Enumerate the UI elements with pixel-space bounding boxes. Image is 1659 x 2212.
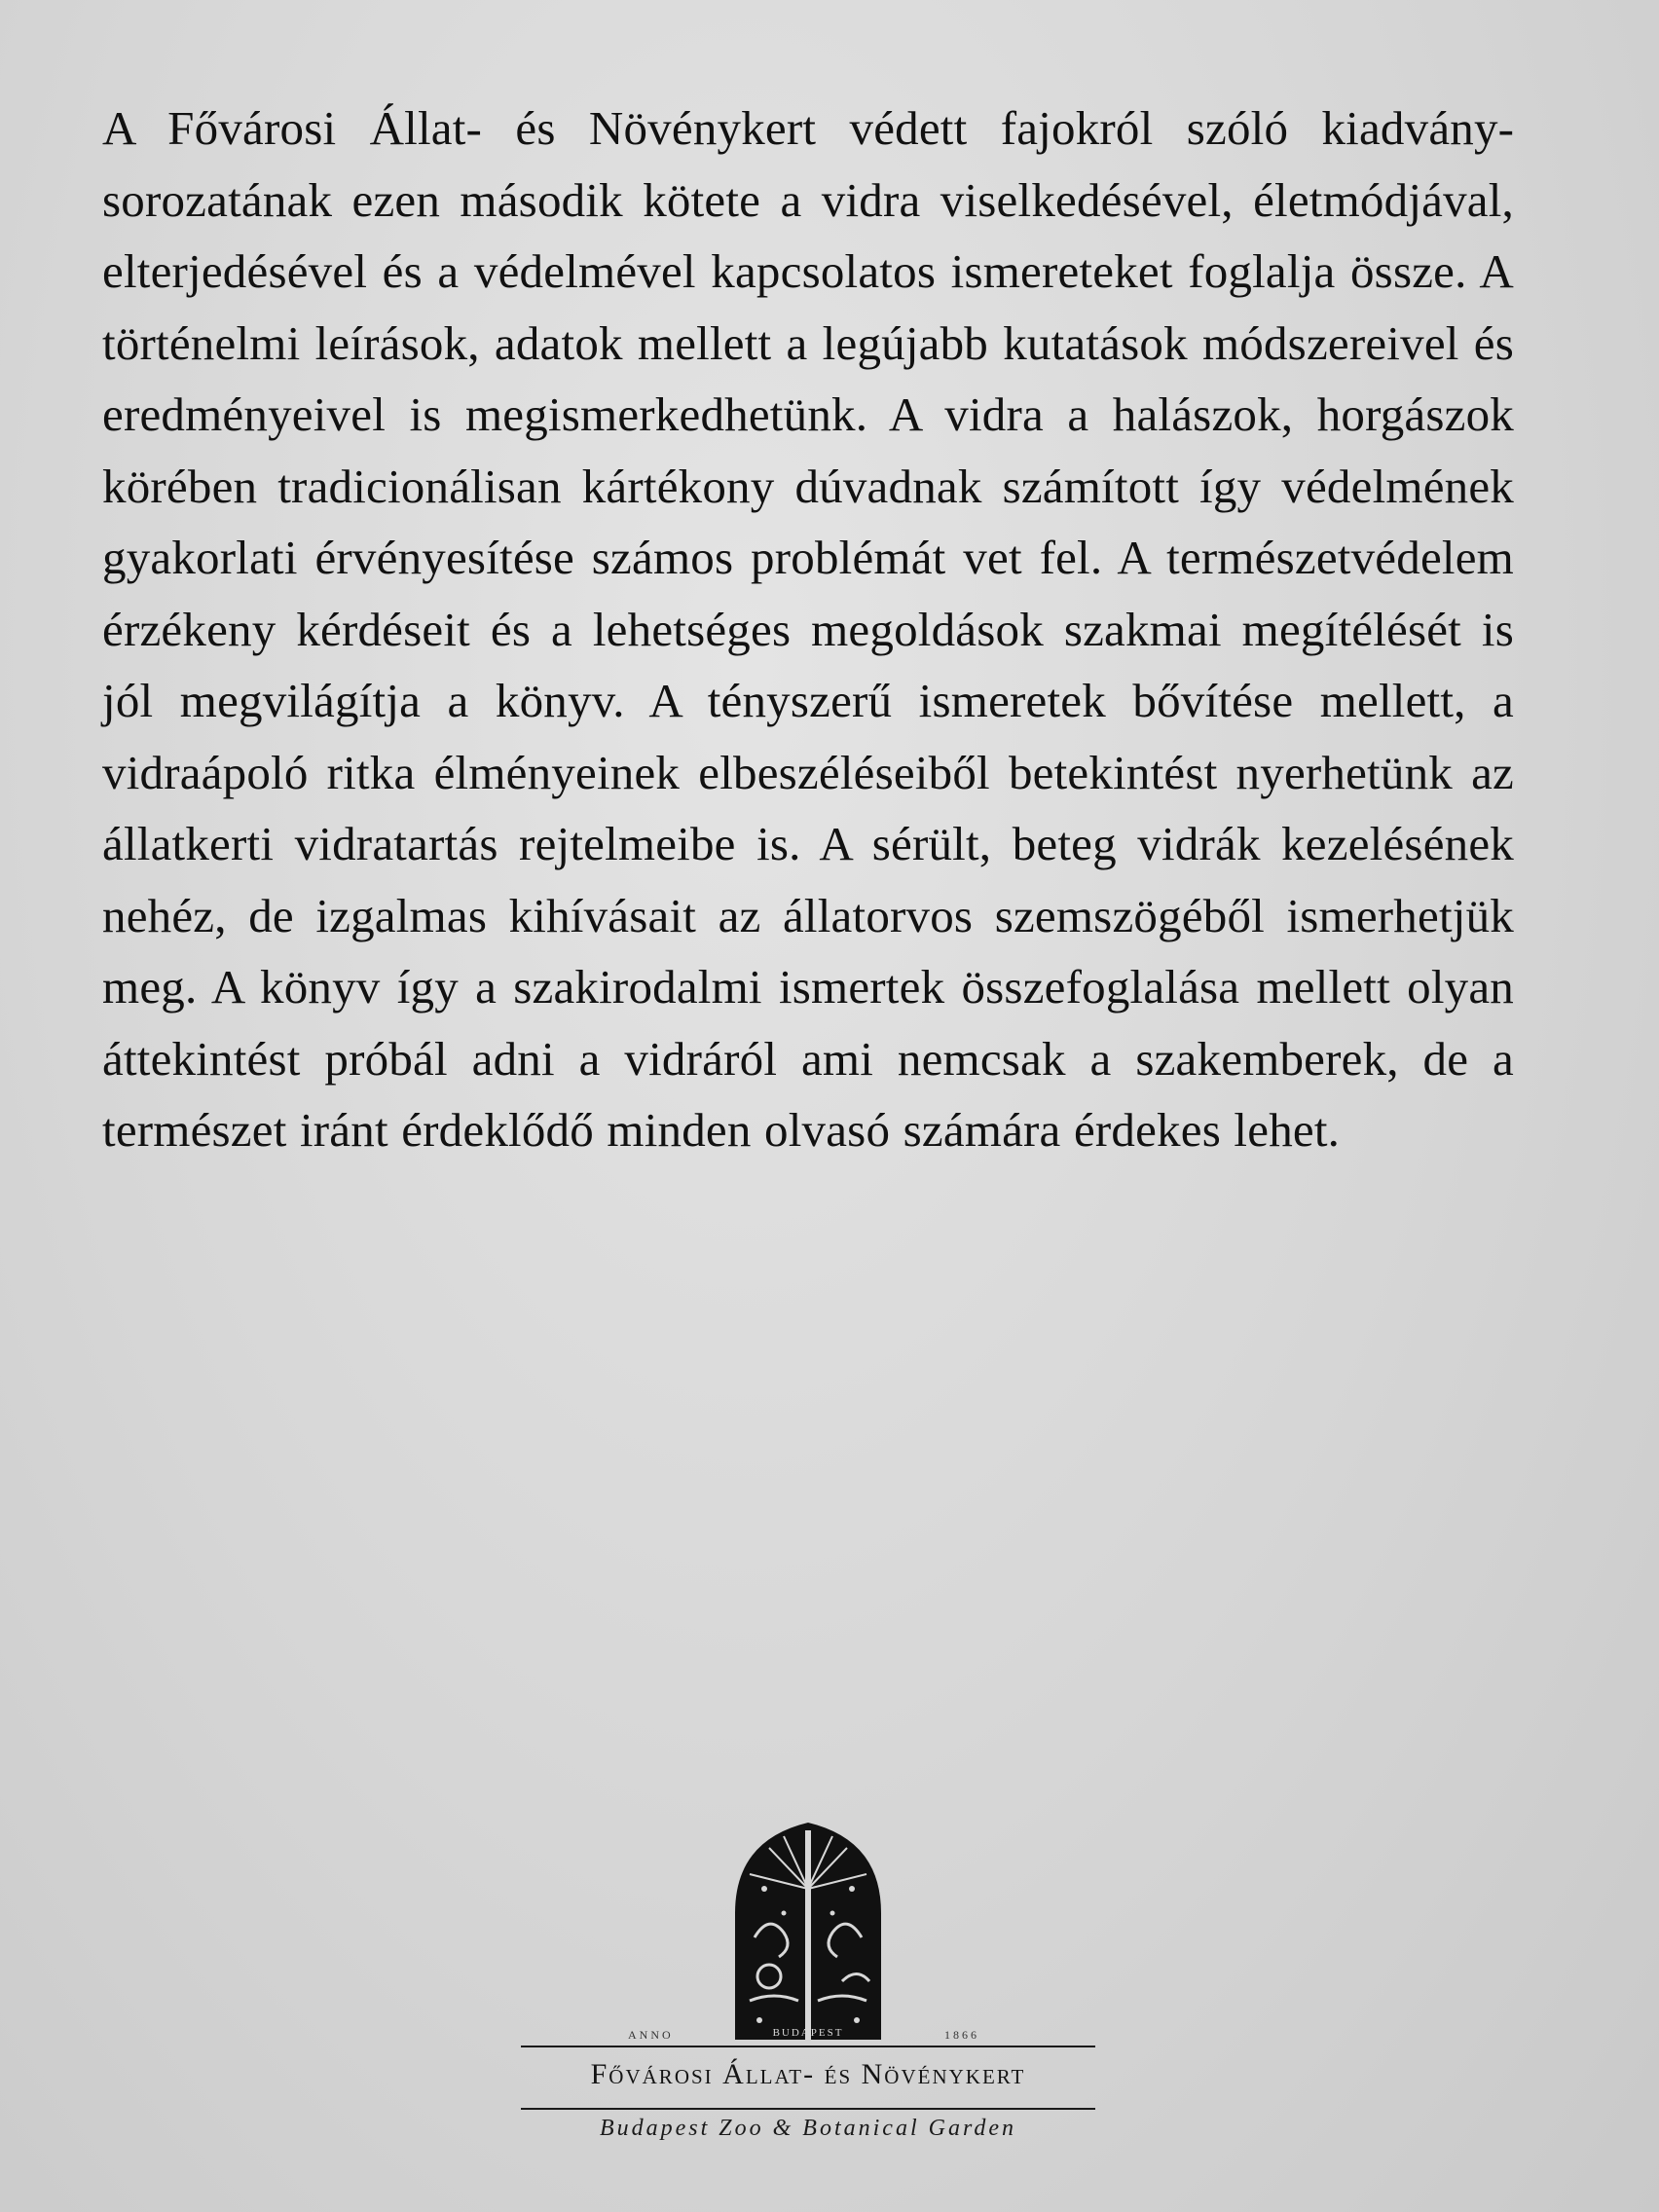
emblem-left-text: ANNO [628, 2028, 674, 2042]
zoo-gate-emblem-icon [725, 1821, 891, 2045]
emblem-right-text: 1866 [944, 2028, 979, 2042]
zoo-logo [516, 1821, 1100, 2152]
emblem-band-text: BUDAPEST [772, 2027, 844, 2039]
logo-subtitle: Budapest Zoo & Botanical Garden [599, 2116, 1017, 2141]
description-paragraph: A Fővárosi Állat- és Növénykert védett fajokról szóló kiadványsorozatának ezen második kötete a vidra viselkedésével, életmódjával, elterjedésével és a védelmével kapcsolatos ismereteket foglalja össze. A történelmi leírások, adatok mellett a legújabb kutatások módszereivel és eredményeivel is megismerkedhetünk. A vidra a halászok, horgászok körében tradicionálisan kártékony dúvadnak számított így védelmének gyakorlati érvényesítése számos problémát vet fel. A természetvédelem érzékeny kérdéseit és a lehetséges megoldások szakmai megítélését is jól megvilágítja a könyv. A tényszerű ismeretek bővítése mellett, a vidraápoló ritka élményeinek elbeszéléseiből betekintést nyerhetünk az állatkerti vidratartás rejtelmeibe is. A sérült, beteg vidrák kezelésének nehéz, de izgalmas kihívásait az állatorvos szemszögéből ismerhetjük meg. A könyv így a szakirodalmi ismertek összefoglalása mellett olyan áttekintést próbál adni a vidráról ami nemcsak a szakemberek, de a természet iránt érdeklődő minden olvasó számára érdekes lehet. [102, 101, 1514, 1157]
logo-top-rule [521, 2046, 1095, 2047]
logo-name: Fővárosi Állat- és Növénykert [590, 2058, 1026, 2090]
logo-bottom-rule [521, 2108, 1095, 2110]
